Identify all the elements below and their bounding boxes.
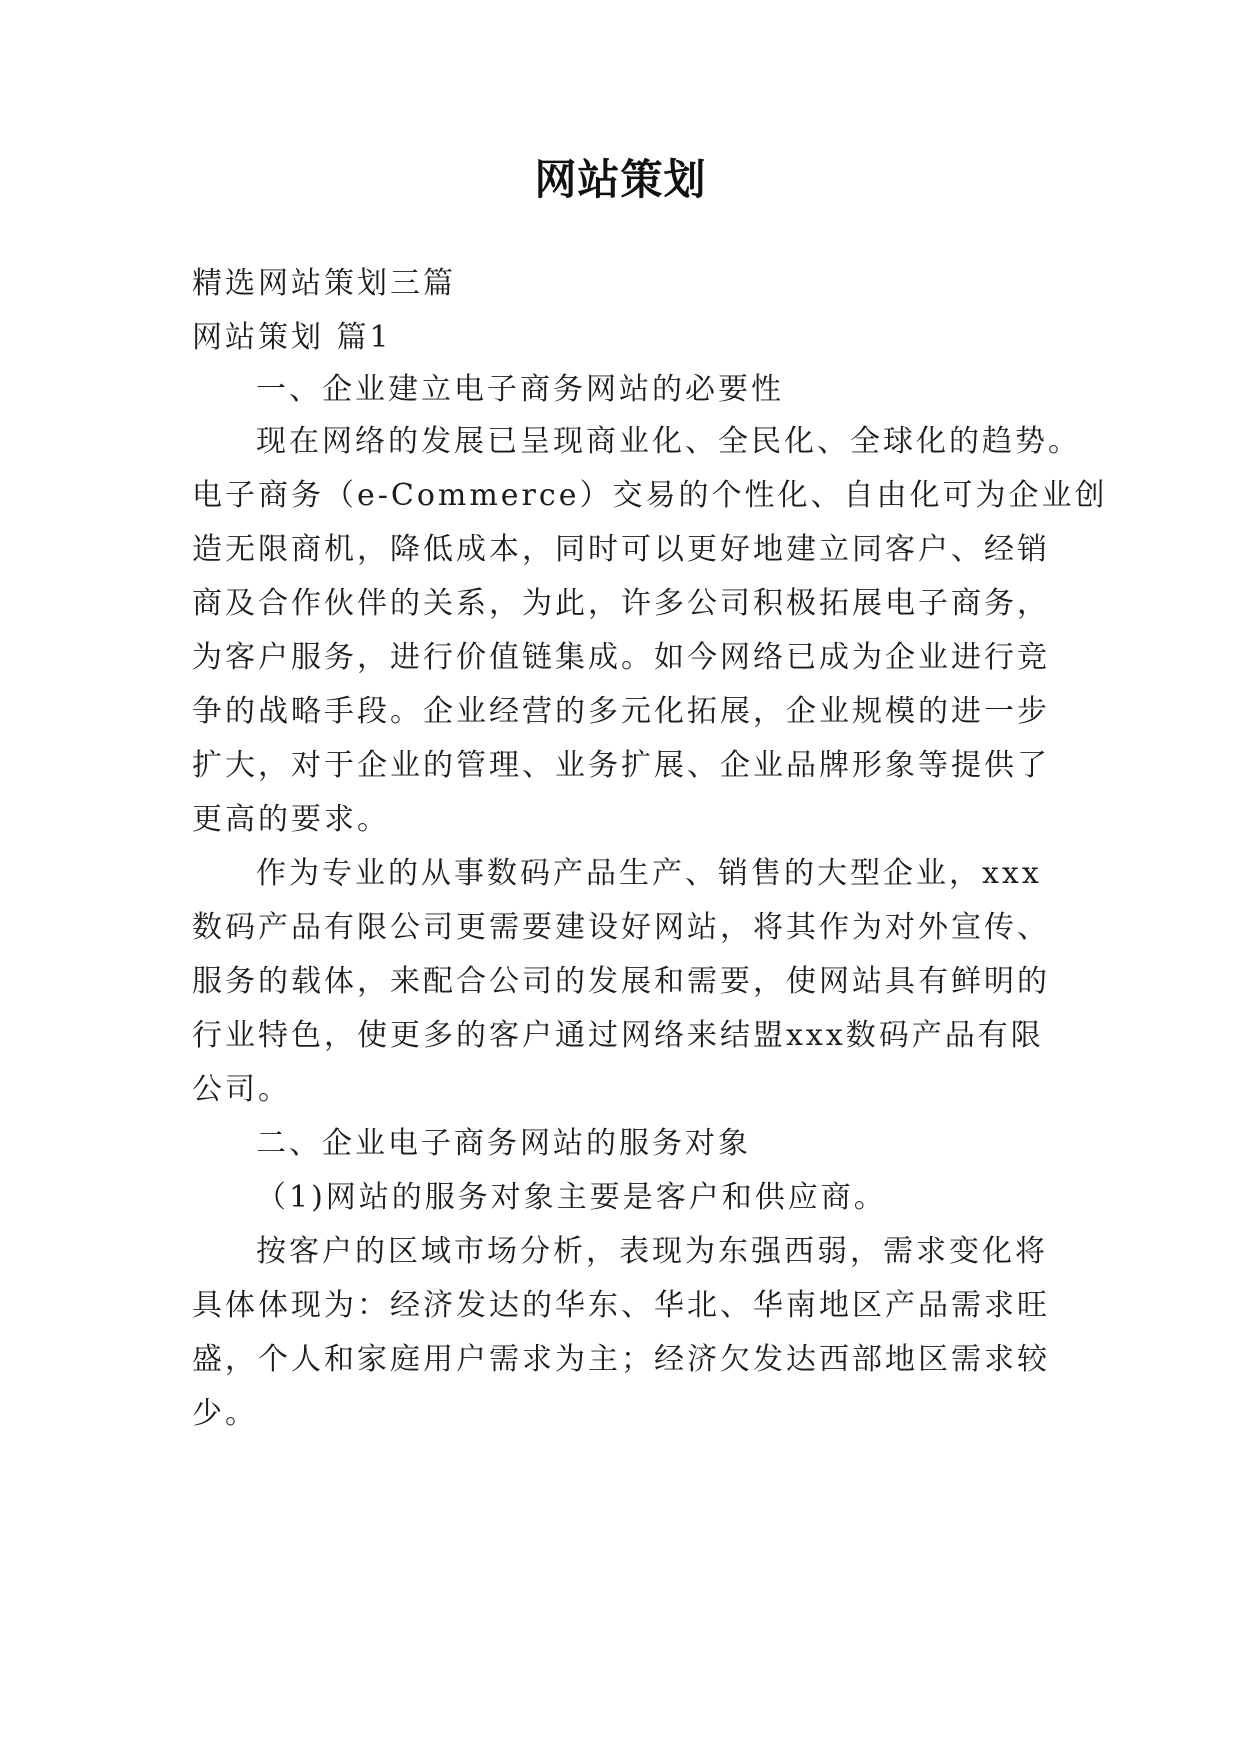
paragraph-line: 行业特色，使更多的客户通过网络来结盟xxx数码产品有限 xyxy=(192,1018,1044,1053)
paragraph-line: 盛，个人和家庭用户需求为主；经济欠发达西部地区需求较 xyxy=(192,1342,1050,1377)
paragraph-line: 公司。 xyxy=(192,1072,291,1107)
paragraph-line: 为客户服务，进行价值链集成。如今网络已成为企业进行竞 xyxy=(192,640,1050,675)
paragraph-line: 更高的要求。 xyxy=(192,802,390,837)
paragraph-line: （1)网站的服务对象主要是客户和供应商。 xyxy=(256,1180,887,1215)
heading-2: 二、企业电子商务网站的服务对象 xyxy=(256,1126,751,1161)
heading-1: 一、企业建立电子商务网站的必要性 xyxy=(256,372,784,407)
paragraph-line: 作为专业的从事数码产品生产、销售的大型企业，xxx xyxy=(256,856,1042,891)
paragraph-line: 服务的载体，来配合公司的发展和需要，使网站具有鲜明的 xyxy=(192,964,1050,999)
section-heading: 网站策划 篇1 xyxy=(192,320,392,355)
paragraph-line: 争的战略手段。企业经营的多元化拓展，企业规模的进一步 xyxy=(192,694,1050,729)
document-title: 网站策划 xyxy=(534,155,707,204)
paragraph-line: 按客户的区域市场分析，表现为东强西弱，需求变化将 xyxy=(256,1234,1048,1269)
paragraph-line: 数码产品有限公司更需要建设好网站，将其作为对外宣传、 xyxy=(192,910,1050,945)
paragraph-line: 造无限商机，降低成本，同时可以更好地建立同客户、经销 xyxy=(192,532,1050,567)
paragraph-line: 商及合作伙伴的关系，为此，许多公司积极拓展电子商务， xyxy=(192,586,1050,621)
paragraph-line: 扩大，对于企业的管理、业务扩展、企业品牌形象等提供了 xyxy=(192,748,1050,783)
paragraph-line: 少。 xyxy=(192,1396,258,1431)
paragraph-line: 具体体现为：经济发达的华东、华北、华南地区产品需求旺 xyxy=(192,1288,1050,1323)
subtitle-line: 精选网站策划三篇 xyxy=(192,266,456,301)
paragraph-line: 电子商务（e-Commerce）交易的个性化、自由化可为企业创 xyxy=(192,478,1108,513)
paragraph-line: 现在网络的发展已呈现商业化、全民化、全球化的趋势。 xyxy=(256,424,1081,459)
